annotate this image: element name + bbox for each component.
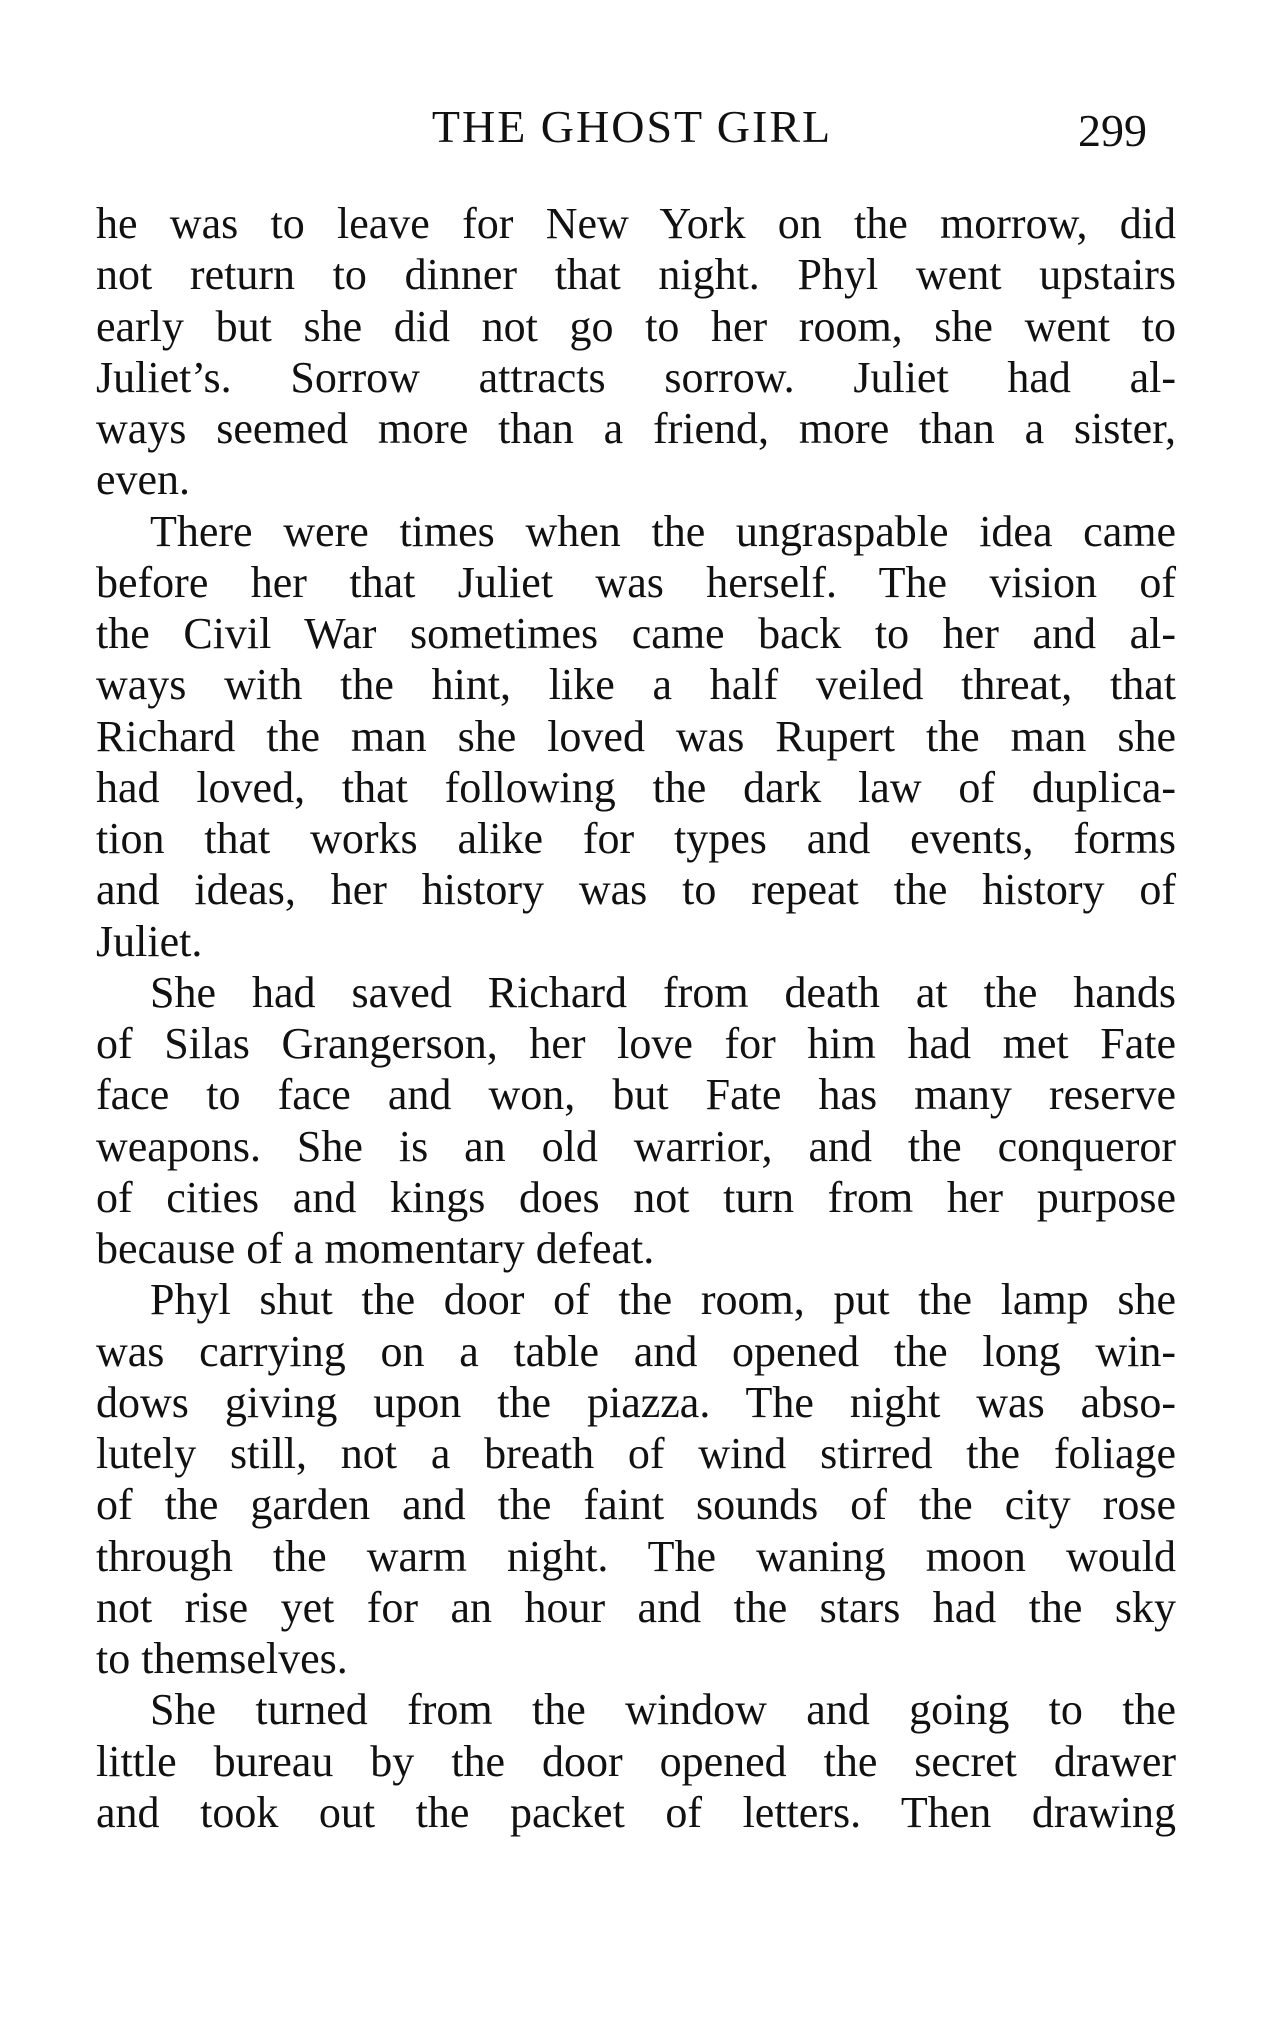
text-line: lutely still, not a breath of wind stirred the foliage: [96, 1429, 1176, 1478]
text-line: of Silas Grangerson, her love for him had met Fate: [96, 1019, 1176, 1068]
text-line: Juliet’s. Sorrow attracts sorrow. Juliet had al-: [96, 352, 1176, 402]
text-line: of the garden and the faint sounds of the city rose: [96, 1480, 1176, 1530]
text-line: She turned from the window and going to the: [150, 1685, 1176, 1735]
text-line: of cities and kings does not turn from her purpose: [96, 1172, 1176, 1222]
text-line: he was to leave for New York on the morrow, did: [96, 199, 1176, 248]
body-text: [96, 198, 1176, 1838]
text-line: Phyl shut the door of the room, put the lamp she: [150, 1275, 1176, 1325]
text-line: tion that works alike for types and events, forms: [96, 814, 1176, 863]
text-line: dows giving upon the piazza. The night was abso-: [96, 1377, 1176, 1427]
text-line: was carrying on a table and opened the long win-: [96, 1326, 1176, 1376]
text-line: not rise yet for an hour and the stars had the sky: [96, 1582, 1176, 1632]
text-line: and took out the packet of letters. Then drawing: [96, 1787, 1176, 1837]
text-line: the Civil War sometimes came back to her and al-: [96, 609, 1176, 658]
page-number: 299: [1078, 105, 1147, 156]
text-line: because of a momentary defeat.: [96, 1224, 655, 1273]
text-line: even.: [96, 455, 191, 505]
text-line: and ideas, her history was to repeat the history of: [96, 865, 1176, 915]
text-line: early but she did not go to her room, she went to: [96, 301, 1176, 351]
text-line: ways with the hint, like a half veiled threat, that: [96, 660, 1176, 710]
text-line: Juliet.: [96, 916, 203, 966]
text-line: through the warm night. The waning moon would: [96, 1531, 1176, 1581]
text-line: had loved, that following the dark law of duplica-: [96, 762, 1176, 812]
text-line: ways seemed more than a friend, more than a sister,: [96, 404, 1176, 453]
text-line: to themselves.: [96, 1634, 348, 1683]
text-line: weapons. She is an old warrior, and the conqueror: [96, 1121, 1176, 1171]
running-title: THE GHOST GIRL: [431, 101, 833, 152]
text-line: little bureau by the door opened the secret drawer: [96, 1736, 1176, 1786]
text-line: Richard the man she loved was Rupert the man she: [96, 711, 1176, 761]
text-line: There were times when the ungraspable idea came: [150, 506, 1176, 556]
text-line: not return to dinner that night. Phyl went upstairs: [96, 250, 1176, 300]
text-line: She had saved Richard from death at the hands: [150, 967, 1176, 1017]
text-line: face to face and won, but Fate has many reserve: [96, 1070, 1176, 1120]
text-line: before her that Juliet was herself. The vision of: [96, 557, 1176, 607]
